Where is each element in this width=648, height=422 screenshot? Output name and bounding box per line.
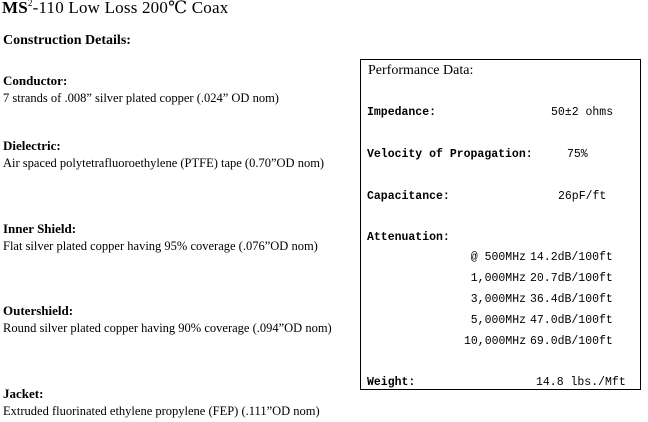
page-title xyxy=(2,0,228,18)
velocity-value: 75% xyxy=(567,148,588,161)
attenuation-frequency: 5,000MHz xyxy=(470,314,526,327)
performance-data-box xyxy=(360,59,641,390)
attenuation-loss: 36.4dB/100ft xyxy=(530,293,613,306)
attenuation-loss: 47.0dB/100ft xyxy=(530,314,613,327)
spec-text: 7 strands of .008” silver plated copper (.024” OD nom) xyxy=(3,90,279,105)
spec-inner-shield xyxy=(3,220,355,255)
impedance-value: 50±2 ohms xyxy=(551,106,614,119)
attenuation-frequency: 3,000MHz xyxy=(470,293,526,306)
spec-text: Round silver plated copper having 90% coverage (.094”OD nom) xyxy=(3,320,332,335)
spec-heading: Dielectric: xyxy=(3,138,61,153)
attenuation-row xyxy=(464,293,613,306)
spec-dielectric xyxy=(3,137,355,172)
spec-text: Air spaced polytetrafluoroethylene (PTFE) tape (0.70”OD nom) xyxy=(3,155,325,170)
spec-text: Flat silver plated copper having 95% coverage (.076”OD nom) xyxy=(3,238,318,253)
capacitance-label: Capacitance: xyxy=(367,190,450,203)
spec-conductor xyxy=(3,72,355,107)
attenuation-label: Attenuation: xyxy=(367,231,450,244)
attenuation-loss: 20.7dB/100ft xyxy=(530,272,613,285)
construction-details-heading: Construction Details: xyxy=(3,33,131,48)
performance-title: Performance Data: xyxy=(368,63,474,78)
title-prefix: MS xyxy=(2,0,28,17)
attenuation-row xyxy=(464,251,613,264)
attenuation-frequency: 1,000MHz xyxy=(470,272,526,285)
attenuation-row xyxy=(464,272,613,285)
spec-jacket xyxy=(3,385,355,420)
velocity-label: Velocity of Propagation: xyxy=(367,148,533,161)
weight-label: Weight: xyxy=(367,376,416,389)
spec-heading: Outershield: xyxy=(3,303,74,318)
attenuation-loss: 14.2dB/100ft xyxy=(530,251,613,264)
attenuation-frequency: @ 500MHz xyxy=(470,251,526,264)
spec-heading: Inner Shield: xyxy=(3,221,77,236)
spec-heading: Conductor: xyxy=(3,73,68,88)
attenuation-row xyxy=(464,314,613,327)
weight-value: 14.8 lbs./Mft xyxy=(536,376,626,389)
title-superscript: 2 xyxy=(27,0,33,8)
title-rest: -110 Low Loss 200℃ Coax xyxy=(32,0,229,17)
attenuation-loss: 69.0dB/100ft xyxy=(530,335,613,348)
capacitance-value: 26pF/ft xyxy=(558,190,607,203)
spec-heading: Jacket: xyxy=(3,386,44,401)
spec-text: Extruded fluorinated ethylene propylene (FEP) (.111”OD nom) xyxy=(3,403,320,418)
impedance-label: Impedance: xyxy=(367,106,437,119)
attenuation-row xyxy=(464,335,613,348)
spec-outershield xyxy=(3,302,355,337)
attenuation-frequency: 10,000MHz xyxy=(464,335,527,348)
